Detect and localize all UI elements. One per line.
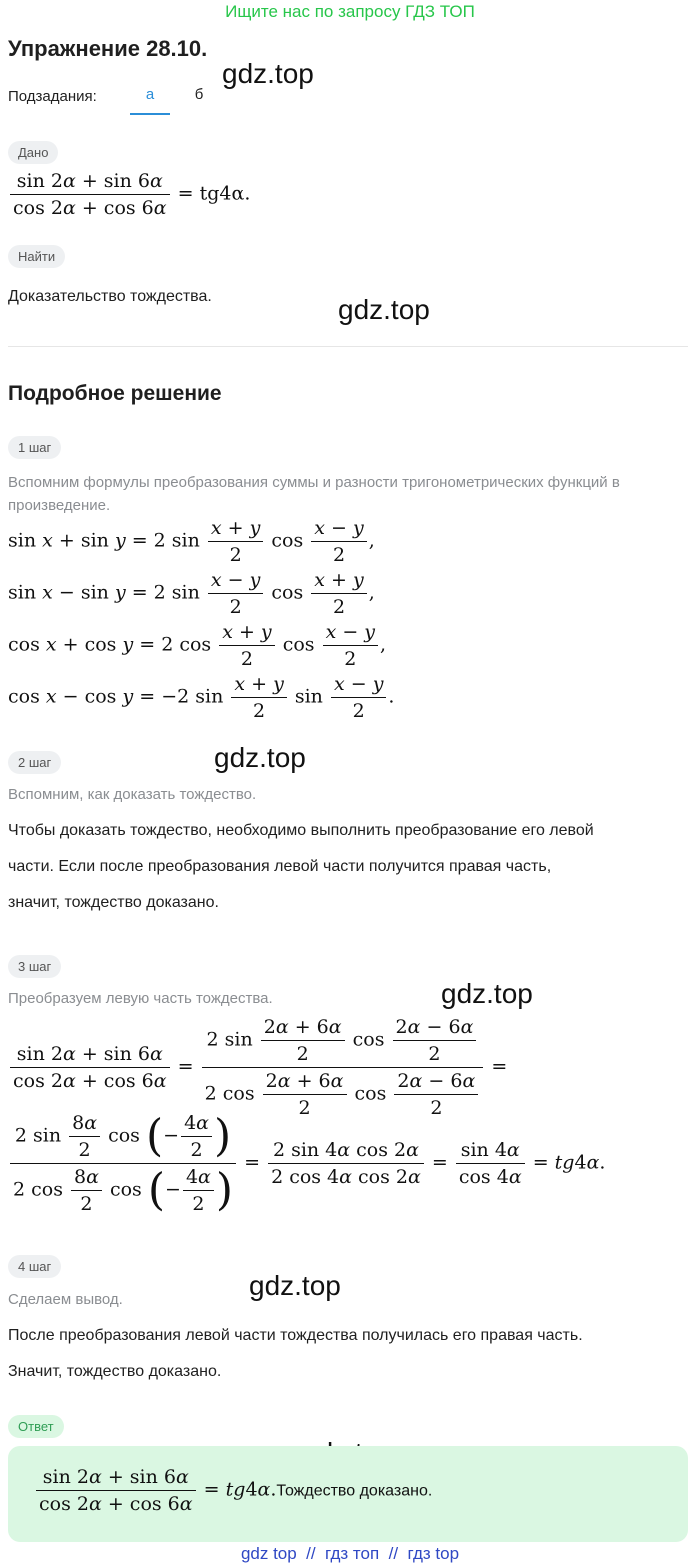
- solution-heading: Подробное решение: [8, 382, 222, 405]
- footer-links[interactable]: gdz top // гдз топ // гдз top: [240, 1544, 460, 1563]
- tab-subtask-a[interactable]: а: [130, 86, 170, 115]
- answer-formula: $\frac{\sin 2\alpha + \sin 6\alpha}{\cos 2\alpha + \cos 6\alpha}$ = tg4α.Тождество доказано.: [34, 1466, 432, 1515]
- step-4-text: После преобразования левой части тождества получилась его правая часть. Значит, тождество доказано.: [8, 1327, 583, 1380]
- step-3-badge: 3 шаг: [8, 955, 61, 978]
- watermark: gdz.top: [338, 294, 430, 325]
- find-badge: Найти: [8, 245, 65, 268]
- step-1-hint: Вспомним формулы преобразования суммы и разности тригонометрических функций в произведение.: [8, 474, 620, 514]
- watermark: gdz.top: [441, 978, 533, 1009]
- given-badge: Дано: [8, 141, 58, 164]
- watermark: gdz.top: [249, 1270, 341, 1301]
- transform-line-1: $\frac{\sin 2\alpha + \sin 6\alpha}{\cos 2\alpha + \cos 6\alpha}$ = 2 sin $\frac{2\alpha + 6\alpha}{2}$ cos $\frac{2\alpha - 6\alpha}{2}$ 2 cos $\frac{2\alpha + 6\alpha}{2}$ cos $\frac{2\alpha - 6\alpha}{2}$ =: [8, 1016, 507, 1119]
- tab-subtask-b[interactable]: б: [194, 86, 204, 103]
- step-2-badge: 2 шаг: [8, 751, 61, 774]
- formula-diff-cos: cos x − cos y = −2 sin $\frac{x + y}{2}$ sin $\frac{x - y}{2}$ .: [8, 673, 395, 722]
- transform-line-2: 2 sin $\frac{8\alpha}{2}$ cos (− $\frac{4\alpha}{2}$ ) 2 cos $\frac{8\alpha}{2}$ cos (− $\frac{4\alpha}{2}$ ) = $\frac{\text{2 sin 4α cos 2α}}{\text{2 cos 4α cos 2α}}$ = $\frac{\sin 4\alpha}{\cos 4\alpha}$ = tg4α.: [8, 1112, 605, 1215]
- given-formula: $\frac{\sin 2\alpha + \sin 6\alpha}{\cos 2\alpha + \cos 6\alpha}$ = tg4α.: [8, 170, 250, 219]
- step-4-badge: 4 шаг: [8, 1255, 61, 1278]
- divider: [8, 346, 688, 347]
- step-2-text: Чтобы доказать тождество, необходимо выполнить преобразование его левой части. Если после преобразования левой части получится правая часть, значит, тождество доказано.: [8, 822, 594, 911]
- find-text: Доказательство тождества.: [8, 288, 212, 305]
- subtasks-label: Подзадания:: [8, 88, 97, 105]
- formula-diff-sin: sin x − sin y = 2 sin $\frac{x - y}{2}$ cos $\frac{x + y}{2}$ ,: [8, 569, 375, 618]
- formula-sum-sin: sin x + sin y = 2 sin $\frac{x + y}{2}$ cos $\frac{x - y}{2}$ ,: [8, 517, 375, 566]
- step-3-hint: Преобразуем левую часть тождества.: [8, 990, 273, 1007]
- page-title: Упражнение 28.10.: [8, 36, 208, 61]
- watermark: gdz.top: [222, 58, 314, 89]
- answer-text: Тождество доказано.: [276, 1482, 433, 1500]
- watermark: gdz.top: [214, 742, 306, 773]
- formula-sum-cos: cos x + cos y = 2 cos $\frac{x + y}{2}$ cos $\frac{x - y}{2}$ ,: [8, 621, 387, 670]
- given-rhs: = tg4α.: [177, 182, 251, 205]
- answer-badge: Ответ: [8, 1415, 64, 1438]
- search-banner[interactable]: Ищите нас по запросу ГДЗ ТОП: [225, 2, 475, 21]
- step-2-hint: Вспомним, как доказать тождество.: [8, 786, 257, 803]
- step-1-badge: 1 шаг: [8, 436, 61, 459]
- step-4-hint: Сделаем вывод.: [8, 1291, 123, 1308]
